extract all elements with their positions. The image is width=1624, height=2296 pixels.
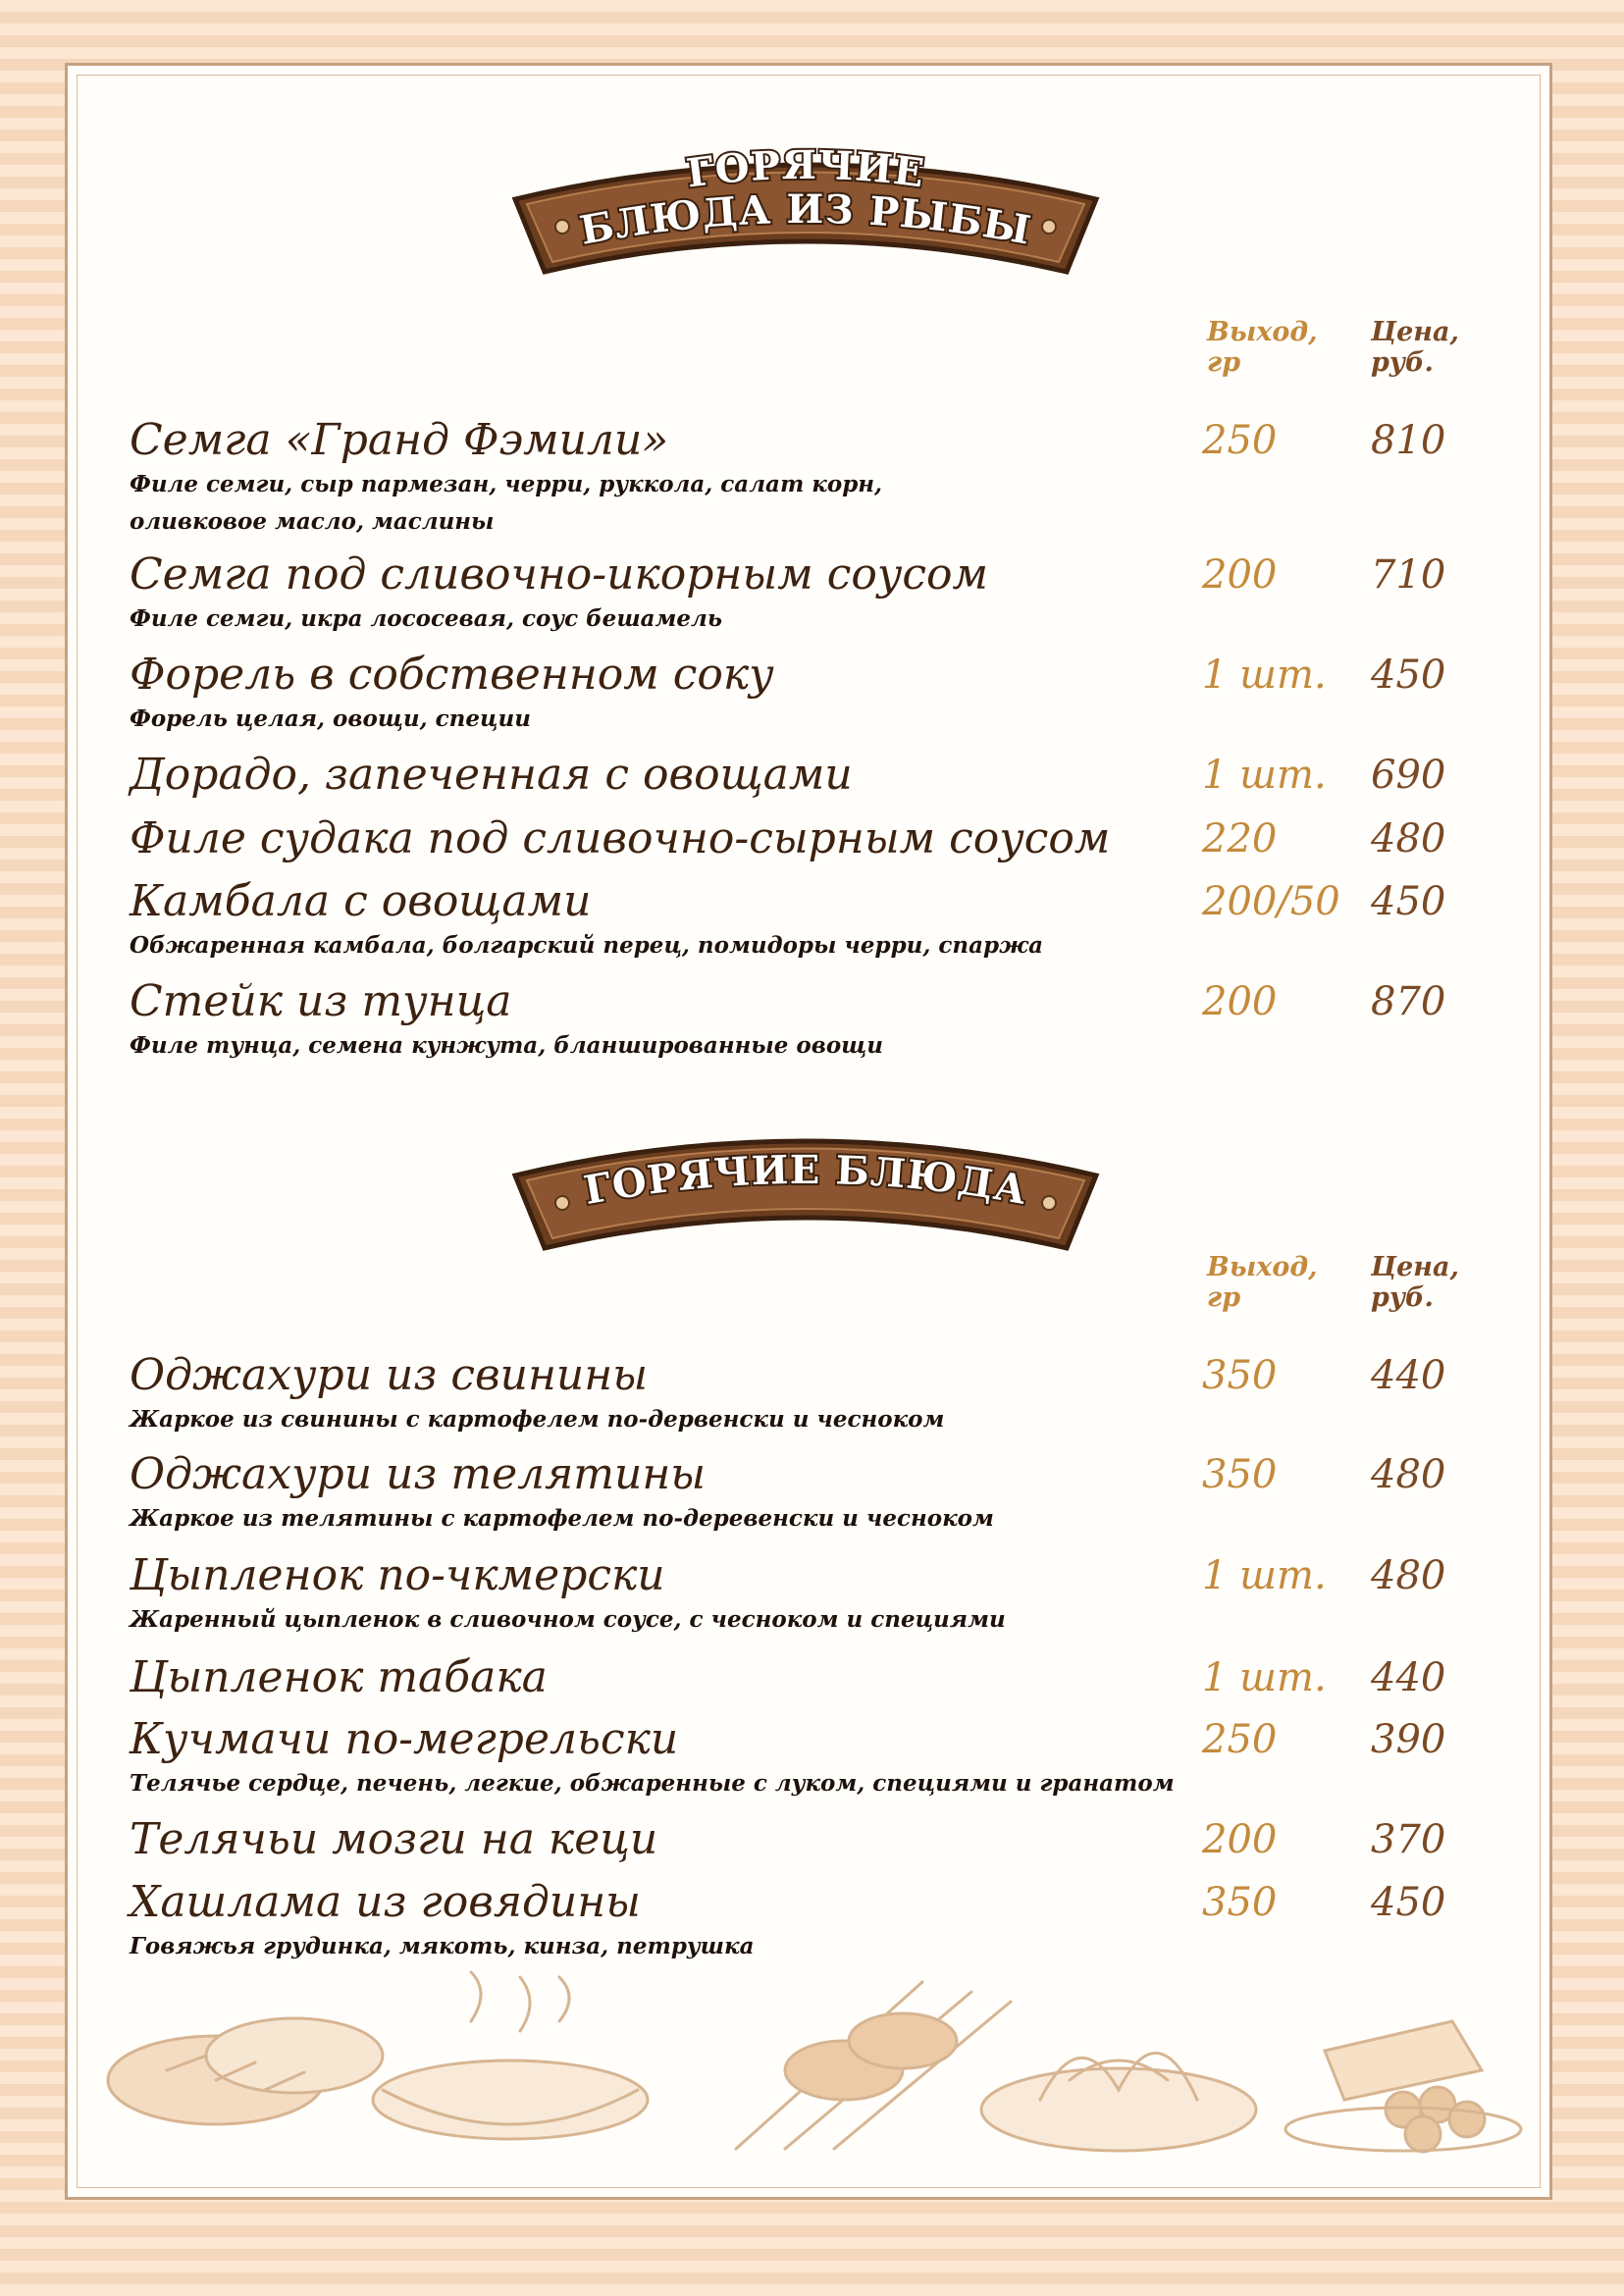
menu-item [130, 415, 1444, 541]
dish-name: Телячьи мозги на кеци [130, 1814, 658, 1864]
dish-weight: 1 шт. [1202, 652, 1327, 698]
menu-item [130, 1814, 1444, 1865]
dish-description: Филе семги, сыр пармезан, черри, руккола, салат корн, [130, 471, 883, 497]
dish-weight: 200 [1202, 552, 1278, 598]
section-banner-fish [505, 142, 1106, 289]
section-title-line: БЛЮДА ИЗ РЫБЫ [576, 185, 1035, 254]
dish-name: Камбала с овощами [130, 876, 592, 926]
section-title-line: ГОРЯЧИЕ БЛЮДА [580, 1146, 1031, 1215]
dish-description: Телячье сердце, печень, легкие, обжаренные с луком, специями и гранатом [130, 1770, 1175, 1797]
dish-description: Говяжья грудинка, мякоть, кинза, петрушка [130, 1933, 755, 1959]
dish-description: Обжаренная камбала, болгарский перец, помидоры черри, спаржа [130, 932, 1044, 959]
dish-weight: 250 [1202, 1717, 1278, 1762]
column-header-price: Цена, руб. [1371, 317, 1459, 378]
dish-price: 690 [1371, 753, 1446, 798]
dish-name: Цыпленок по-чкмерски [130, 1550, 665, 1600]
wood-plank-banner [505, 142, 1106, 289]
dish-price: 480 [1371, 816, 1446, 861]
dish-weight: 350 [1202, 1353, 1278, 1398]
menu-item [130, 976, 1444, 1065]
dish-price: 870 [1371, 979, 1446, 1024]
dish-name: Семга под сливочно-икорным соусом [130, 549, 988, 600]
dish-name: Дорадо, запеченная с овощами [130, 750, 853, 800]
dish-price: 480 [1371, 1452, 1446, 1497]
dish-name: Цыпленок табака [130, 1652, 548, 1702]
column-header-weight: Выход, гр [1207, 1252, 1318, 1313]
dish-price: 440 [1371, 1353, 1446, 1398]
dish-price: 450 [1371, 652, 1446, 698]
dish-price: 440 [1371, 1655, 1446, 1700]
dish-weight: 350 [1202, 1452, 1278, 1497]
menu-item [130, 549, 1444, 638]
dish-description: Филе семги, икра лососевая, соус бешамель [130, 605, 723, 632]
dish-price: 370 [1371, 1817, 1446, 1862]
dish-description: Филе тунца, семена кунжута, бланшированные овощи [130, 1032, 883, 1059]
food-sketch-illustration [98, 1962, 1531, 2159]
dish-weight: 350 [1202, 1880, 1278, 1925]
dish-weight: 250 [1202, 418, 1278, 463]
dish-name: Хашлама из говядины [130, 1877, 642, 1927]
dish-weight: 200 [1202, 979, 1278, 1024]
dish-name: Оджахури из свинины [130, 1350, 649, 1400]
dish-description: Форель целая, овощи, специи [130, 705, 531, 732]
dish-weight: 200/50 [1202, 879, 1340, 924]
menu-item [130, 813, 1444, 864]
dish-weight: 1 шт. [1202, 1655, 1327, 1700]
dish-description: Жаркое из свинины с картофелем по-дервенски и чесноком [130, 1406, 945, 1433]
section-title-line: ГОРЯЧИЕ [683, 141, 928, 197]
dish-price: 480 [1371, 1553, 1446, 1598]
dish-price: 450 [1371, 879, 1446, 924]
dish-weight: 200 [1202, 1817, 1278, 1862]
menu-item [130, 650, 1444, 738]
dish-description: Жаренный цыпленок в сливочном соусе, с чесноком и специями [130, 1606, 1006, 1633]
dish-weight: 1 шт. [1202, 753, 1327, 798]
dish-price: 710 [1371, 552, 1446, 598]
dish-name: Семга «Гранд Фэмили» [130, 415, 669, 465]
dish-name: Кучмачи по-мегрельски [130, 1714, 679, 1764]
column-header-price: Цена, руб. [1371, 1252, 1459, 1313]
dish-description: Жаркое из телятины с картофелем по-деревенски и чесноком [130, 1505, 994, 1532]
dish-price: 450 [1371, 1880, 1446, 1925]
menu-item [130, 750, 1444, 801]
dish-name: Стейк из тунца [130, 976, 512, 1026]
dish-name: Форель в собственном соку [130, 650, 774, 700]
menu-item [130, 1652, 1444, 1703]
section-banner-hot [505, 1119, 1106, 1266]
menu-item [130, 1877, 1444, 1965]
column-header-weight: Выход, гр [1207, 317, 1318, 378]
menu-item [130, 1350, 1444, 1438]
dish-weight: 1 шт. [1202, 1553, 1327, 1598]
dish-name: Филе судака под сливочно-сырным соусом [130, 813, 1111, 863]
dish-weight: 220 [1202, 816, 1278, 861]
dish-name: Оджахури из телятины [130, 1449, 707, 1499]
dish-description: оливковое масло, маслины [130, 508, 495, 535]
dish-price: 810 [1371, 418, 1446, 463]
dish-price: 390 [1371, 1717, 1446, 1762]
wood-plank-banner [505, 1119, 1106, 1266]
menu-item [130, 1714, 1444, 1802]
menu-item [130, 1449, 1444, 1538]
menu-item [130, 876, 1444, 965]
menu-item [130, 1550, 1444, 1639]
